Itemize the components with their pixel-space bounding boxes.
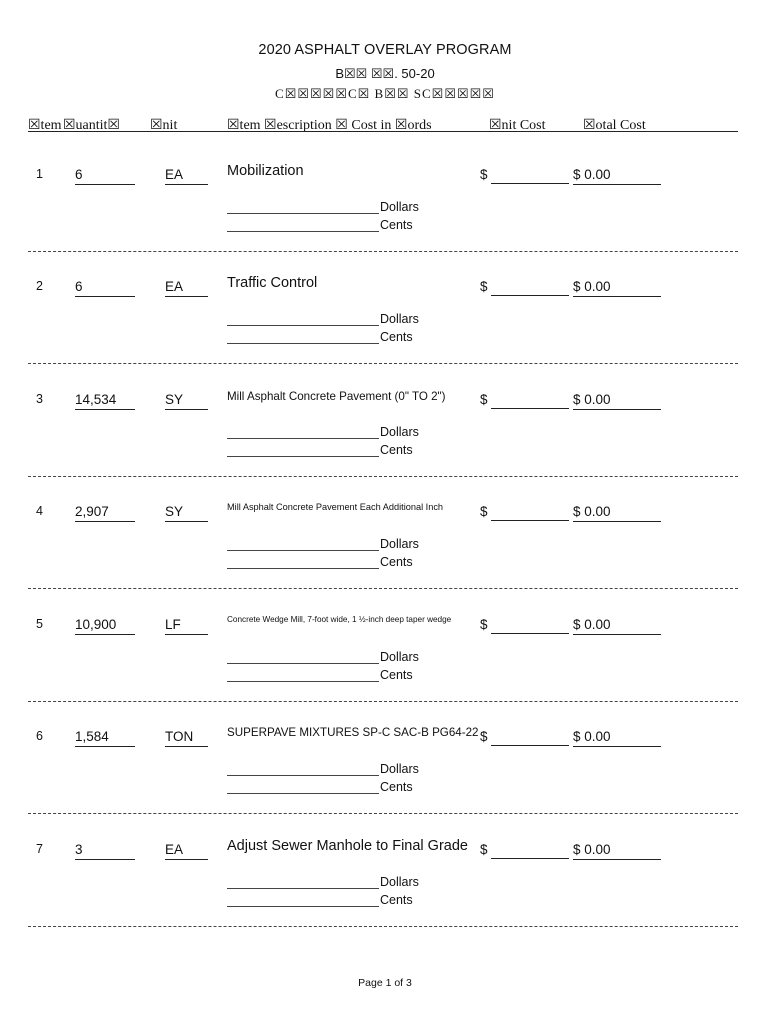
item-description: Mill Asphalt Concrete Pavement Each Additional Inch [227,502,444,512]
item-quantity: 10,900 [75,617,135,635]
bid-item-row [0,838,770,954]
unit-cost-field[interactable] [491,408,569,409]
dollars-in-words-field[interactable] [227,438,379,439]
cents-label: Cents [380,668,413,682]
cents-in-words-field[interactable] [227,906,379,907]
item-number: 7 [36,842,43,856]
item-quantity: 14,534 [75,392,135,410]
bid-item-row [0,392,770,504]
cents-in-words-field[interactable] [227,343,379,344]
dollars-in-words-field[interactable] [227,888,379,889]
cents-label: Cents [380,330,413,344]
row-divider [28,926,738,927]
cents-in-words-field[interactable] [227,568,379,569]
item-number: 4 [36,504,43,518]
cents-in-words-field[interactable] [227,681,379,682]
item-description: Mill Asphalt Concrete Pavement (0" TO 2") [227,390,446,403]
cents-label: Cents [380,443,413,457]
col-unit-cost: ☒nit Cost [489,118,546,133]
cents-label: Cents [380,555,413,569]
item-number: 1 [36,167,43,181]
row-divider [28,588,738,589]
dollars-label: Dollars [380,762,419,776]
dollars-in-words-field[interactable] [227,325,379,326]
row-divider [28,701,738,702]
unit-cost-field[interactable] [491,745,569,746]
col-quantity: ☒uantit☒ [63,118,120,133]
dollar-sign: $ [480,842,488,857]
col-unit: ☒nit [150,118,178,133]
item-unit: LF [165,617,208,635]
dollars-label: Dollars [380,200,419,214]
row-divider [28,251,738,252]
total-cost: $ 0.00 [573,392,661,410]
col-total-cost: ☒otal Cost [583,118,646,133]
bid-schedule-heading: C☒☒☒☒☒C☒ B☒☒ SC☒☒☒☒☒ [275,86,495,101]
cents-in-words-field[interactable] [227,456,379,457]
item-description: Mobilization [227,163,304,179]
unit-cost-field[interactable] [491,295,569,296]
dollars-label: Dollars [380,650,419,664]
dollars-in-words-field[interactable] [227,775,379,776]
cents-label: Cents [380,218,413,232]
unit-cost-field[interactable] [491,858,569,859]
dollars-label: Dollars [380,425,419,439]
total-cost: $ 0.00 [573,617,661,635]
item-quantity: 6 [75,279,135,297]
item-quantity: 3 [75,842,135,860]
header-underline [28,131,738,132]
page-number: Page 1 of 3 [358,977,412,989]
bid-number: B☒☒ ☒☒. 50-20 [335,66,435,81]
dollar-sign: $ [480,279,488,294]
item-quantity: 1,584 [75,729,135,747]
dollars-label: Dollars [380,537,419,551]
total-cost: $ 0.00 [573,504,661,522]
item-number: 5 [36,617,43,631]
dollar-sign: $ [480,392,488,407]
item-description: Adjust Sewer Manhole to Final Grade [227,838,468,854]
item-description: Concrete Wedge Mill, 7-foot wide, 1 ½-inch deep taper wedge [227,615,452,624]
item-unit: SY [165,392,208,410]
unit-cost-field[interactable] [491,183,569,184]
item-quantity: 6 [75,167,135,185]
bid-item-row [0,275,770,391]
item-unit: EA [165,279,208,297]
dollars-in-words-field[interactable] [227,213,379,214]
dollar-sign: $ [480,167,488,182]
dollars-label: Dollars [380,875,419,889]
bid-item-row [0,617,770,729]
col-item: ☒tem [28,118,62,133]
total-cost: $ 0.00 [573,167,661,185]
item-unit: SY [165,504,208,522]
cents-in-words-field[interactable] [227,231,379,232]
item-description: SUPERPAVE MIXTURES SP-C SAC-B PG64-22 [227,726,479,739]
row-divider [28,813,738,814]
item-number: 6 [36,729,43,743]
cents-label: Cents [380,893,413,907]
dollars-in-words-field[interactable] [227,663,379,664]
item-unit: EA [165,167,208,185]
dollar-sign: $ [480,504,488,519]
item-description: Traffic Control [227,275,318,291]
total-cost: $ 0.00 [573,279,661,297]
item-quantity: 2,907 [75,504,135,522]
document-title: 2020 ASPHALT OVERLAY PROGRAM [258,42,512,58]
total-cost: $ 0.00 [573,729,661,747]
item-number: 2 [36,279,43,293]
cents-label: Cents [380,780,413,794]
col-description: ☒tem ☒escription ☒ Cost in ☒ords [227,118,432,133]
unit-cost-field[interactable] [491,520,569,521]
dollars-in-words-field[interactable] [227,550,379,551]
item-unit: EA [165,842,208,860]
cents-in-words-field[interactable] [227,793,379,794]
total-cost: $ 0.00 [573,842,661,860]
item-unit: TON [165,729,208,747]
item-number: 3 [36,392,43,406]
dollar-sign: $ [480,617,488,632]
dollar-sign: $ [480,729,488,744]
row-divider [28,476,738,477]
bid-item-row [0,163,770,279]
bid-item-row [0,726,770,841]
unit-cost-field[interactable] [491,633,569,634]
row-divider [28,363,738,364]
dollars-label: Dollars [380,312,419,326]
bid-item-row [0,504,770,616]
